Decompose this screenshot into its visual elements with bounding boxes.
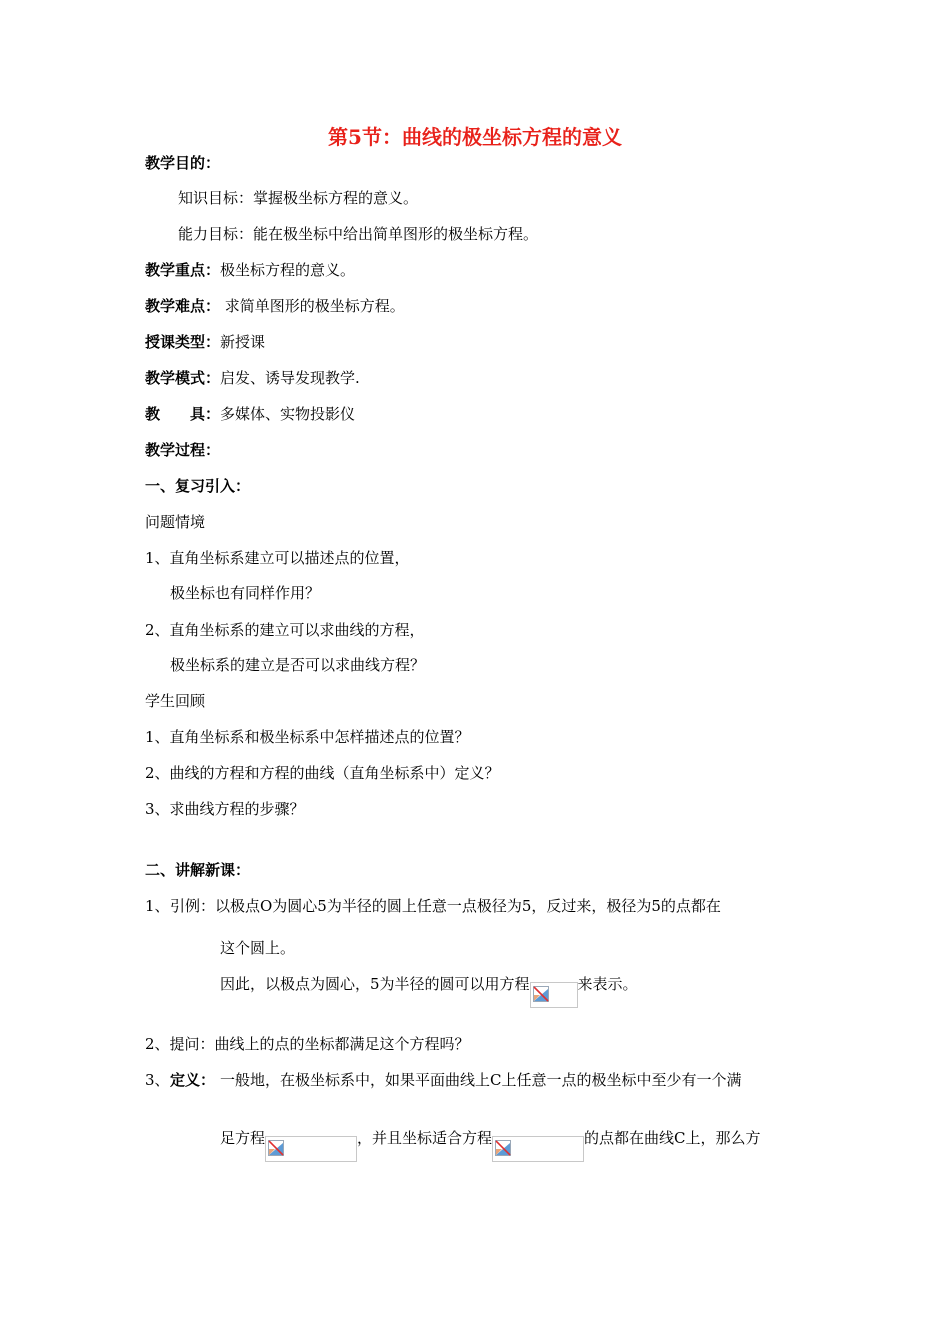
focus-label: 教学重点： (145, 261, 221, 279)
ability-goal: 能力目标：能在极坐标中给出简单图形的极坐标方程。 (178, 225, 539, 243)
type-label: 授课类型： (145, 333, 221, 351)
tools-row (145, 404, 355, 424)
definition-line-b-mid: ，并且坐标适合方程 (357, 1129, 493, 1147)
type-value: 新授课 (220, 333, 266, 351)
definition-line-b-pre: 足方程 (220, 1129, 266, 1147)
difficulty-label: 教学难点： (145, 297, 221, 315)
example-1-line-c-post: 来表示。 (577, 975, 638, 993)
newlesson-heading: 二、讲解新课： (145, 861, 251, 879)
equation-image-placeholder (492, 1136, 584, 1162)
difficulty-row (145, 296, 405, 316)
page-title: 第5节：曲线的极坐标方程的意义 (328, 125, 622, 149)
mode-row (145, 368, 360, 388)
type-row (145, 332, 265, 352)
broken-image-icon (495, 1140, 511, 1156)
example-1-line-b: 这个圆上。 (220, 939, 296, 957)
tools-label: 教 具： (145, 405, 221, 423)
recall-1: 1、直角坐标系和极坐标系中怎样描述点的位置？ (145, 728, 470, 746)
process-heading: 教学过程： (145, 441, 221, 459)
question-2b: 极坐标系的建立是否可以求曲线方程？ (170, 656, 426, 674)
goals-heading: 教学目的： (145, 154, 221, 172)
review-heading: 一、复习引入： (145, 477, 251, 495)
mode-label: 教学模式： (145, 369, 221, 387)
recall-2: 2、曲线的方程和方程的曲线（直角坐标系中）定义？ (145, 764, 500, 782)
situation-label: 问题情境 (145, 513, 206, 531)
equation-image-placeholder (530, 982, 578, 1008)
example-1-line-a: 引例：以极点O为圆心5为半径的圆上任意一点极径为5，反过来，极径为5的点都在 (170, 897, 721, 915)
definition-line-b (220, 1126, 761, 1152)
question-1b: 极坐标也有同样作用？ (170, 584, 321, 602)
difficulty-value: 求简单图形的极坐标方程。 (220, 297, 405, 315)
definition-line-a: 一般地，在极坐标系中，如果平面曲线上C上任意一点的极坐标中至少有一个满 (220, 1071, 742, 1089)
example-1-num: 1、 (145, 897, 170, 915)
focus-value: 极坐标方程的意义。 (220, 261, 356, 279)
example-1-line-c-pre: 因此，以极点为圆心，5为半径的圆可以用方程 (220, 975, 530, 993)
recall-label: 学生回顾 (145, 692, 206, 710)
focus-row (145, 260, 355, 280)
definition-num: 3、 (145, 1071, 170, 1089)
question-2a: 2、直角坐标系的建立可以求曲线的方程， (145, 621, 425, 639)
definition-label: 定义： (170, 1071, 216, 1089)
knowledge-goal: 知识目标：掌握极坐标方程的意义。 (178, 189, 419, 207)
broken-image-icon (268, 1140, 284, 1156)
recall-3: 3、求曲线方程的步骤？ (145, 800, 305, 818)
equation-image-placeholder (265, 1136, 357, 1162)
example-1-line-c (220, 972, 638, 998)
example-2: 2、提问：曲线上的点的坐标都满足这个方程吗？ (145, 1035, 470, 1053)
tools-value: 多媒体、实物投影仪 (220, 405, 356, 423)
definition-line-b-post: 的点都在曲线C上，那么方 (584, 1129, 761, 1147)
mode-value: 启发、诱导发现教学. (220, 369, 360, 387)
broken-image-icon (533, 986, 549, 1002)
question-1a: 1、直角坐标系建立可以描述点的位置， (145, 549, 410, 567)
